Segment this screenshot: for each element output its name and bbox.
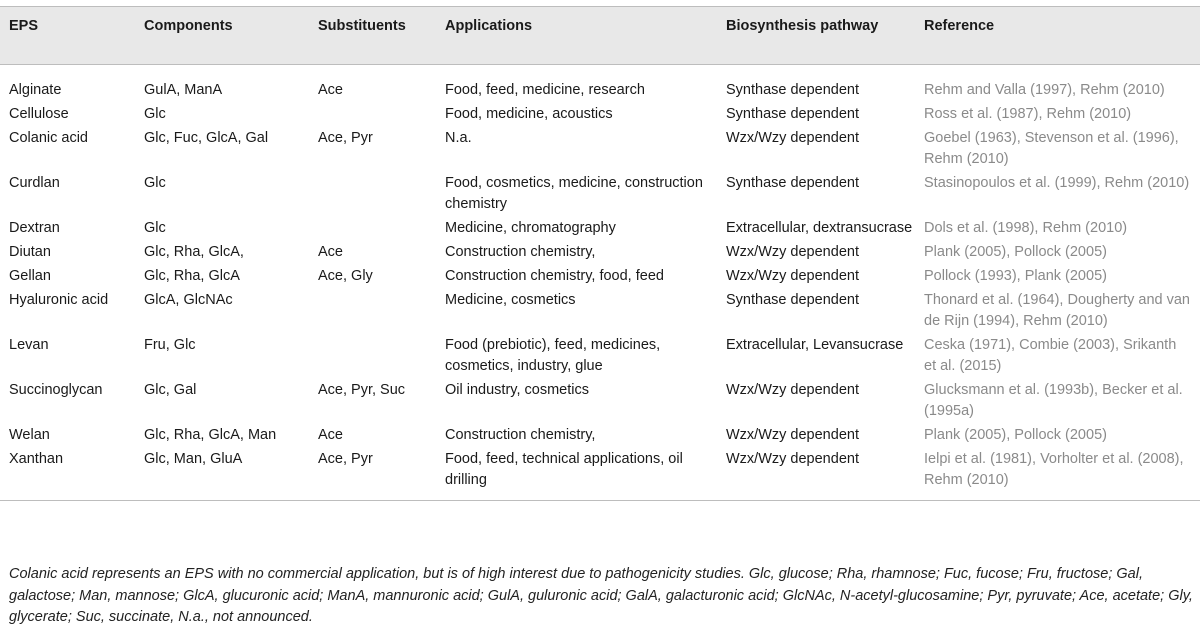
eps-table [0, 6, 1200, 501]
cell-applications: Construction chemistry, [445, 427, 596, 443]
cell-biosynthesis-pathway: Wzx/Wzy dependent [726, 382, 859, 398]
cell-reference: Ross et al. (1987), Rehm (2010) [924, 106, 1132, 122]
cell-reference: Glucksmann et al. (1993b), Becker et al. (1995a) [924, 382, 1183, 419]
cell-substituents [318, 170, 445, 215]
header-biosynthesis-pathway: Biosynthesis pathway [726, 7, 924, 65]
cell-eps: Succinoglycan [9, 382, 103, 398]
cell-reference: Plank (2005), Pollock (2005) [924, 427, 1107, 443]
cell-applications: Construction chemistry, food, feed [445, 268, 664, 284]
cell-eps: Dextran [9, 220, 60, 236]
table-footnote: Colanic acid represents an EPS with no commercial application, but is of high interest due to pathogenicity studies. Glc, glucose; Rha, rhamnose; Fuc, fucose; Fru, fructose; Gal, galactose; Man, mannose; GlcA, glucuronic acid; ManA, mannuronic acid; GulA, guluronic acid; GalA, galacturonic acid; GlcNAc, N-acetyl-glucosamine; Pyr, pyruvate; Ace, acetate; Gly, glycerate; Suc, succinate, N.a., not announced. [9, 566, 1193, 625]
cell-eps: Curdlan [9, 175, 60, 191]
cell-components: Glc, Rha, GlcA [144, 268, 240, 284]
cell-reference: Thonard et al. (1964), Dougherty and van de Rijn (1994), Rehm (2010) [924, 292, 1190, 329]
cell-reference: Ceska (1971), Combie (2003), Srikanth et al. (2015) [924, 337, 1177, 374]
header-row [0, 7, 1200, 65]
cell-applications: N.a. [445, 130, 472, 146]
table-row [0, 287, 1200, 332]
table-row [0, 101, 1200, 125]
cell-applications: Medicine, chromatography [445, 220, 616, 236]
cell-biosynthesis-pathway: Synthase dependent [726, 82, 860, 98]
cell-eps: Gellan [9, 268, 51, 284]
cell-substituents [318, 287, 445, 332]
cell-substituents [318, 332, 445, 377]
cell-biosynthesis-pathway: Synthase dependent [726, 292, 860, 308]
header-eps: EPS [0, 7, 144, 65]
cell-biosynthesis-pathway: Synthase dependent [726, 106, 860, 122]
cell-components: GlcA, GlcNAc [144, 292, 233, 308]
cell-applications: Food, medicine, acoustics [445, 106, 613, 122]
cell-components: Glc [144, 175, 166, 191]
header-substituents: Substituents [318, 7, 445, 65]
cell-applications: Food, feed, technical applications, oil drilling [445, 446, 726, 501]
cell-biosynthesis-pathway: Wzx/Wzy dependent [726, 427, 859, 443]
table-row [0, 332, 1200, 377]
table-row [0, 125, 1200, 170]
cell-components: Fru, Glc [144, 337, 196, 353]
cell-eps: Welan [9, 427, 50, 443]
cell-biosynthesis-pathway: Extracellular, Levansucrase [726, 337, 904, 353]
table-header [0, 7, 1200, 65]
cell-substituents: Ace, Pyr [318, 446, 445, 501]
cell-components: Glc, Fuc, GlcA, Gal [144, 130, 269, 146]
header-applications: Applications [445, 7, 726, 65]
cell-biosynthesis-pathway: Extracellular, dextransucrase [726, 220, 913, 236]
cell-applications: Construction chemistry, [445, 244, 596, 260]
table-row [0, 215, 1200, 239]
cell-applications: Food, feed, medicine, research [445, 82, 645, 98]
cell-biosynthesis-pathway: Wzx/Wzy dependent [726, 244, 859, 260]
cell-biosynthesis-pathway: Wzx/Wzy dependent [726, 130, 859, 146]
cell-substituents: Ace, Gly [318, 268, 373, 284]
cell-applications: Food, cosmetics, medicine, construction chemistry [445, 175, 703, 212]
cell-reference: Pollock (1993), Plank (2005) [924, 268, 1107, 284]
cell-substituents [318, 215, 445, 239]
cell-biosynthesis-pathway: Synthase dependent [726, 175, 860, 191]
cell-substituents: Ace, Pyr [318, 130, 373, 146]
table-row [0, 170, 1200, 215]
cell-eps: Cellulose [9, 106, 69, 122]
cell-reference: Ielpi et al. (1981), Vorholter et al. (2008), Rehm (2010) [924, 446, 1200, 501]
cell-components: Glc [144, 220, 166, 236]
cell-components: GulA, ManA [144, 82, 223, 98]
table-row [0, 65, 1200, 102]
cell-applications: Food (prebiotic), feed, medicines, cosmetics, industry, glue [445, 337, 661, 374]
cell-applications: Oil industry, cosmetics [445, 382, 589, 398]
cell-reference: Plank (2005), Pollock (2005) [924, 244, 1107, 260]
cell-components: Glc, Rha, GlcA, Man [144, 427, 277, 443]
header-reference: Reference [924, 7, 1200, 65]
cell-substituents [318, 101, 445, 125]
table-body [0, 65, 1200, 501]
cell-substituents: Ace [318, 244, 343, 260]
cell-substituents: Ace [318, 82, 343, 98]
cell-eps: Diutan [9, 244, 51, 260]
cell-eps: Alginate [9, 82, 62, 98]
cell-reference: Dols et al. (1998), Rehm (2010) [924, 220, 1128, 236]
cell-reference: Goebel (1963), Stevenson et al. (1996), Rehm (2010) [924, 130, 1179, 167]
table-row [0, 263, 1200, 287]
cell-components: Glc, Man, GluA [144, 446, 318, 501]
table-row [0, 446, 1200, 501]
cell-components: Glc, Rha, GlcA, [144, 244, 244, 260]
cell-substituents: Ace [318, 427, 343, 443]
cell-eps: Colanic acid [9, 130, 88, 146]
cell-biosynthesis-pathway: Wzx/Wzy dependent [726, 446, 924, 501]
cell-eps: Levan [9, 337, 49, 353]
cell-substituents: Ace, Pyr, Suc [318, 382, 406, 398]
cell-components: Glc, Gal [144, 382, 197, 398]
cell-biosynthesis-pathway: Wzx/Wzy dependent [726, 268, 859, 284]
cell-components: Glc [144, 106, 166, 122]
cell-reference: Stasinopoulos et al. (1999), Rehm (2010) [924, 175, 1190, 191]
header-components: Components [144, 7, 318, 65]
cell-applications: Medicine, cosmetics [445, 292, 576, 308]
cell-eps: Hyaluronic acid [9, 292, 109, 308]
cell-reference: Rehm and Valla (1997), Rehm (2010) [924, 82, 1165, 98]
table-row [0, 422, 1200, 446]
table-row [0, 377, 1200, 422]
cell-eps: Xanthan [0, 446, 144, 501]
table-row [0, 239, 1200, 263]
